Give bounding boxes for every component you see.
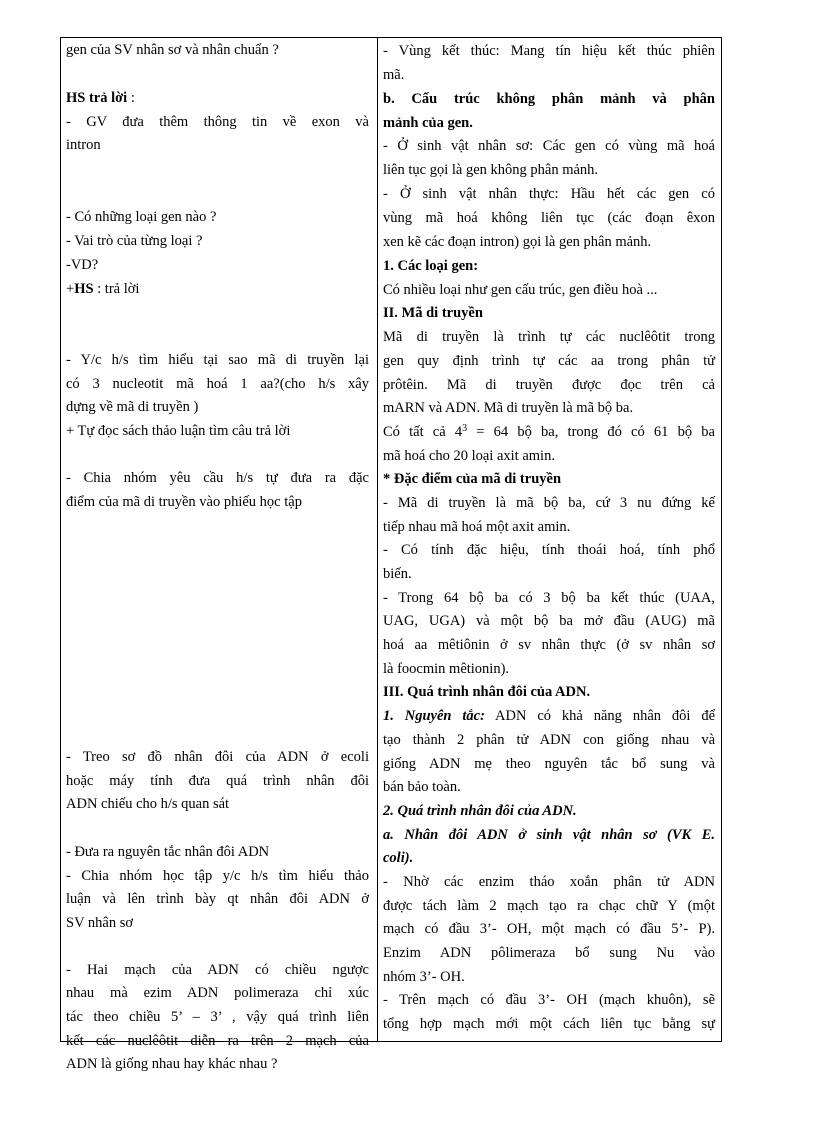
line-text: dựng về mã di truyền ): [66, 399, 199, 415]
line-text: - Vùng kết thúc: Mang tín hiệu kết thúc phiên: [383, 43, 715, 59]
line-text: liên tục gọi là gen không phân mảnh.: [383, 162, 599, 178]
text-line: [66, 396, 369, 420]
text-line: [383, 159, 715, 183]
line-text: Có nhiều loại như gen cấu trúc, gen điều hoà ...: [383, 282, 658, 298]
line-text: II. Mã di truyền: [383, 305, 483, 321]
line-text: kết các nuclêôtit diễn ra trên 2 mạch của: [66, 1033, 369, 1049]
text-line: [66, 912, 369, 936]
text-line: [383, 966, 715, 990]
text-line: [383, 326, 715, 350]
line-text: - Ở sinh vật nhân sơ: Các gen có vùng mã hoá: [383, 138, 715, 154]
text-line: [383, 421, 715, 445]
line-text: 1. Các loại gen:: [383, 258, 479, 274]
text-line: [66, 888, 369, 912]
text-line: [66, 1006, 369, 1030]
text-line: [383, 255, 715, 279]
text-line: [383, 539, 715, 563]
line-suffix: ADN có khả năng nhân đôi để: [484, 708, 716, 724]
line-text: bán bảo toàn.: [383, 779, 461, 795]
line-text: mARN và ADN. Mã di truyền là mã bộ ba.: [383, 400, 634, 416]
text-line: [383, 800, 715, 824]
text-line: [66, 491, 369, 515]
line-text: tác theo chiều 5’ – 3’ , vậy quá trình liên: [66, 1009, 369, 1025]
line-text: -VD?: [66, 257, 99, 273]
line-text: - Đưa ra nguyên tắc nhân đôi ADN: [66, 844, 270, 860]
line-text: + Tự đọc sách thảo luận tìm câu trả lời: [66, 423, 291, 439]
line-text: luận và lên trình bày qt nhân đôi ADN ở: [66, 891, 369, 907]
line-text: - Có tính đặc hiệu, tính thoái hoá, tính phổ: [383, 542, 715, 558]
line-text: giống ADN mẹ theo nguyên tắc bổ sung và: [383, 756, 715, 772]
line-text: tiếp nhau mã hoá một axit amin.: [383, 519, 571, 535]
line-text: hoặc máy tính đưa quá trình nhân đôi: [66, 773, 369, 789]
text-line: [66, 1053, 369, 1077]
line-text: là foocmin mêtionin).: [383, 661, 510, 677]
line-text: ADN là giống nhau hay khác nhau ?: [66, 1056, 278, 1072]
text-line: [383, 776, 715, 800]
text-line: [383, 729, 715, 753]
text-line: [66, 420, 369, 444]
text-line: [66, 959, 369, 983]
line-text: Enzim ADN pôlimeraza bổ sung Nu vào: [383, 945, 715, 961]
text-line: [383, 942, 715, 966]
line-text: - Vai trò của từng loại ?: [66, 233, 203, 249]
text-line: [383, 989, 715, 1013]
line-text: - Mã di truyền là mã bộ ba, cứ 3 nu đứng kế: [383, 495, 715, 511]
line-text: có 3 nucleotit mã hoá 1 aa?(cho h/s xây: [66, 376, 369, 392]
text-line: [383, 350, 715, 374]
line-text: - Trong 64 bộ ba có 3 bộ ba kết thúc (UAA,: [383, 590, 715, 606]
text-line: [383, 40, 715, 64]
line-text: - Y/c h/s tìm hiểu tại sao mã di truyền lại: [66, 352, 369, 368]
text-line: [383, 183, 715, 207]
text-line: [66, 111, 369, 135]
text-line: [66, 841, 369, 865]
text-line: [383, 397, 715, 421]
line-text: vùng mã hoá không liên tục (các đoạn êxon: [383, 210, 715, 226]
text-line: [383, 681, 715, 705]
line-text: nhau mà ezim ADN polimeraza chỉ xúc: [66, 985, 369, 1001]
text-line: [383, 445, 715, 469]
line-text: - Ở sinh vật nhân thực: Hầu hết các gen có: [383, 186, 715, 202]
line-text: SV nhân sơ: [66, 915, 134, 931]
text-line: [383, 563, 715, 587]
line-suffix: : trả lời: [93, 281, 140, 297]
line-text: tổng hợp mạch mới một cách liên tục bằng sự: [383, 1016, 715, 1032]
text-line: [383, 279, 715, 303]
line-suffix: = 64 bộ ba, trong đó có 61 bộ ba: [467, 424, 715, 440]
line-heading: 1. Nguyên tắc:: [383, 708, 485, 724]
line-text: coli).: [383, 850, 414, 866]
line-text: tạo thành 2 phân tử ADN con giống nhau và: [383, 732, 715, 748]
text-line: [66, 254, 369, 278]
line-text: prôtêin. Mã di truyền được đọc trên cả: [383, 377, 715, 393]
text-line: [383, 135, 715, 159]
text-line: [383, 468, 715, 492]
line-text: xen kẽ các đoạn intron) gọi là gen phân mảnh.: [383, 234, 652, 250]
text-line: [383, 207, 715, 231]
line-text: UAG, UGA) và một bộ ba mở đầu (AUG) mã: [383, 613, 715, 629]
text-line: [383, 112, 715, 136]
text-line: [383, 302, 715, 326]
line-text: - Có những loại gen nào ?: [66, 209, 217, 225]
line-suffix: :: [127, 90, 135, 106]
text-line: [66, 770, 369, 794]
text-line: [383, 847, 715, 871]
line-text: - Nhờ các enzim tháo xoắn phân tử ADN: [383, 874, 715, 890]
text-line: [383, 516, 715, 540]
line-text: Mã di truyền là trình tự các nuclêôtit trong: [383, 329, 715, 345]
column-divider: [377, 38, 378, 1041]
line-text: mã.: [383, 67, 405, 83]
text-line: [66, 793, 369, 817]
line-text: gen của SV nhân sơ và nhân chuẩn ?: [66, 42, 279, 58]
line-text: ADN chiếu cho h/s quan sát: [66, 796, 230, 812]
text-line: [383, 753, 715, 777]
line-text: 2. Quá trình nhân đôi của ADN.: [383, 803, 577, 819]
line-text: b. Cấu trúc không phân mảnh và phân: [383, 91, 715, 107]
line-text: - Chia nhóm học tập y/c h/s tìm hiểu thảo: [66, 868, 369, 884]
text-line: [66, 206, 369, 230]
line-text: - Trên mạch có đầu 3’- OH (mạch khuôn), sẽ: [383, 992, 715, 1008]
text-line: [66, 349, 369, 373]
line-text: biến.: [383, 566, 412, 582]
line-text: mạch có đầu 3’- OH, một mạch có đầu 5’- P).: [383, 921, 715, 937]
line-text: mã hoá cho 20 loại axit amin.: [383, 448, 555, 464]
line-text: được tách làm 2 mạch tạo ra chạc chữ Y (một: [383, 898, 715, 914]
line-text: mảnh của gen.: [383, 115, 473, 131]
text-line: [66, 134, 369, 158]
text-line: [383, 871, 715, 895]
line-text: hoá aa mêtiônin ở sv nhân thực (ở sv nhân sơ: [383, 637, 715, 653]
text-line: [66, 230, 369, 254]
line-text: gen quy định trình tự các aa trong phân tử: [383, 353, 715, 369]
text-line: [66, 982, 369, 1006]
text-line: [383, 658, 715, 682]
line-text: nhóm 3’- OH.: [383, 969, 465, 985]
text-line: [383, 705, 715, 729]
text-line: [66, 39, 369, 63]
text-line: [66, 278, 369, 302]
text-line: [66, 467, 369, 491]
text-line: [383, 88, 715, 112]
text-line: [383, 492, 715, 516]
line-text: intron: [66, 137, 101, 153]
text-line: [66, 865, 369, 889]
line-bold: HS: [74, 281, 94, 297]
line-text: - GV đưa thêm thông tin về exon và: [66, 114, 369, 130]
text-line: [383, 1013, 715, 1037]
line-text: HS trả lời: [66, 90, 128, 106]
superscript: 3: [462, 423, 468, 434]
text-line: [66, 373, 369, 397]
text-line: [66, 87, 369, 111]
line-text: - Treo sơ đồ nhân đôi của ADN ở ecoli: [66, 749, 369, 765]
lesson-table: [60, 37, 722, 1072]
text-line: [383, 895, 715, 919]
text-line: [383, 64, 715, 88]
line-text: - Chia nhóm yêu cầu h/s tự đưa ra đặc: [66, 470, 369, 486]
text-line: [383, 231, 715, 255]
line-text: III. Quá trình nhân đôi của ADN.: [383, 684, 591, 700]
text-line: [383, 374, 715, 398]
text-line: [383, 634, 715, 658]
text-line: [383, 587, 715, 611]
line-text: - Hai mạch của ADN có chiều ngược: [66, 962, 369, 978]
text-line: [66, 746, 369, 770]
line-text: a. Nhân đôi ADN ở sinh vật nhân sơ (VK E.: [383, 827, 715, 843]
text-line: [383, 918, 715, 942]
text-line: [383, 824, 715, 848]
line-text: điểm của mã di truyền vào phiếu học tập: [66, 494, 302, 510]
text-line: [66, 1030, 369, 1054]
line-text: * Đặc điểm của mã di truyền: [383, 471, 562, 487]
line-text: Có tất cả 4: [383, 424, 463, 440]
text-line: [383, 610, 715, 634]
line-text: +: [66, 281, 75, 297]
